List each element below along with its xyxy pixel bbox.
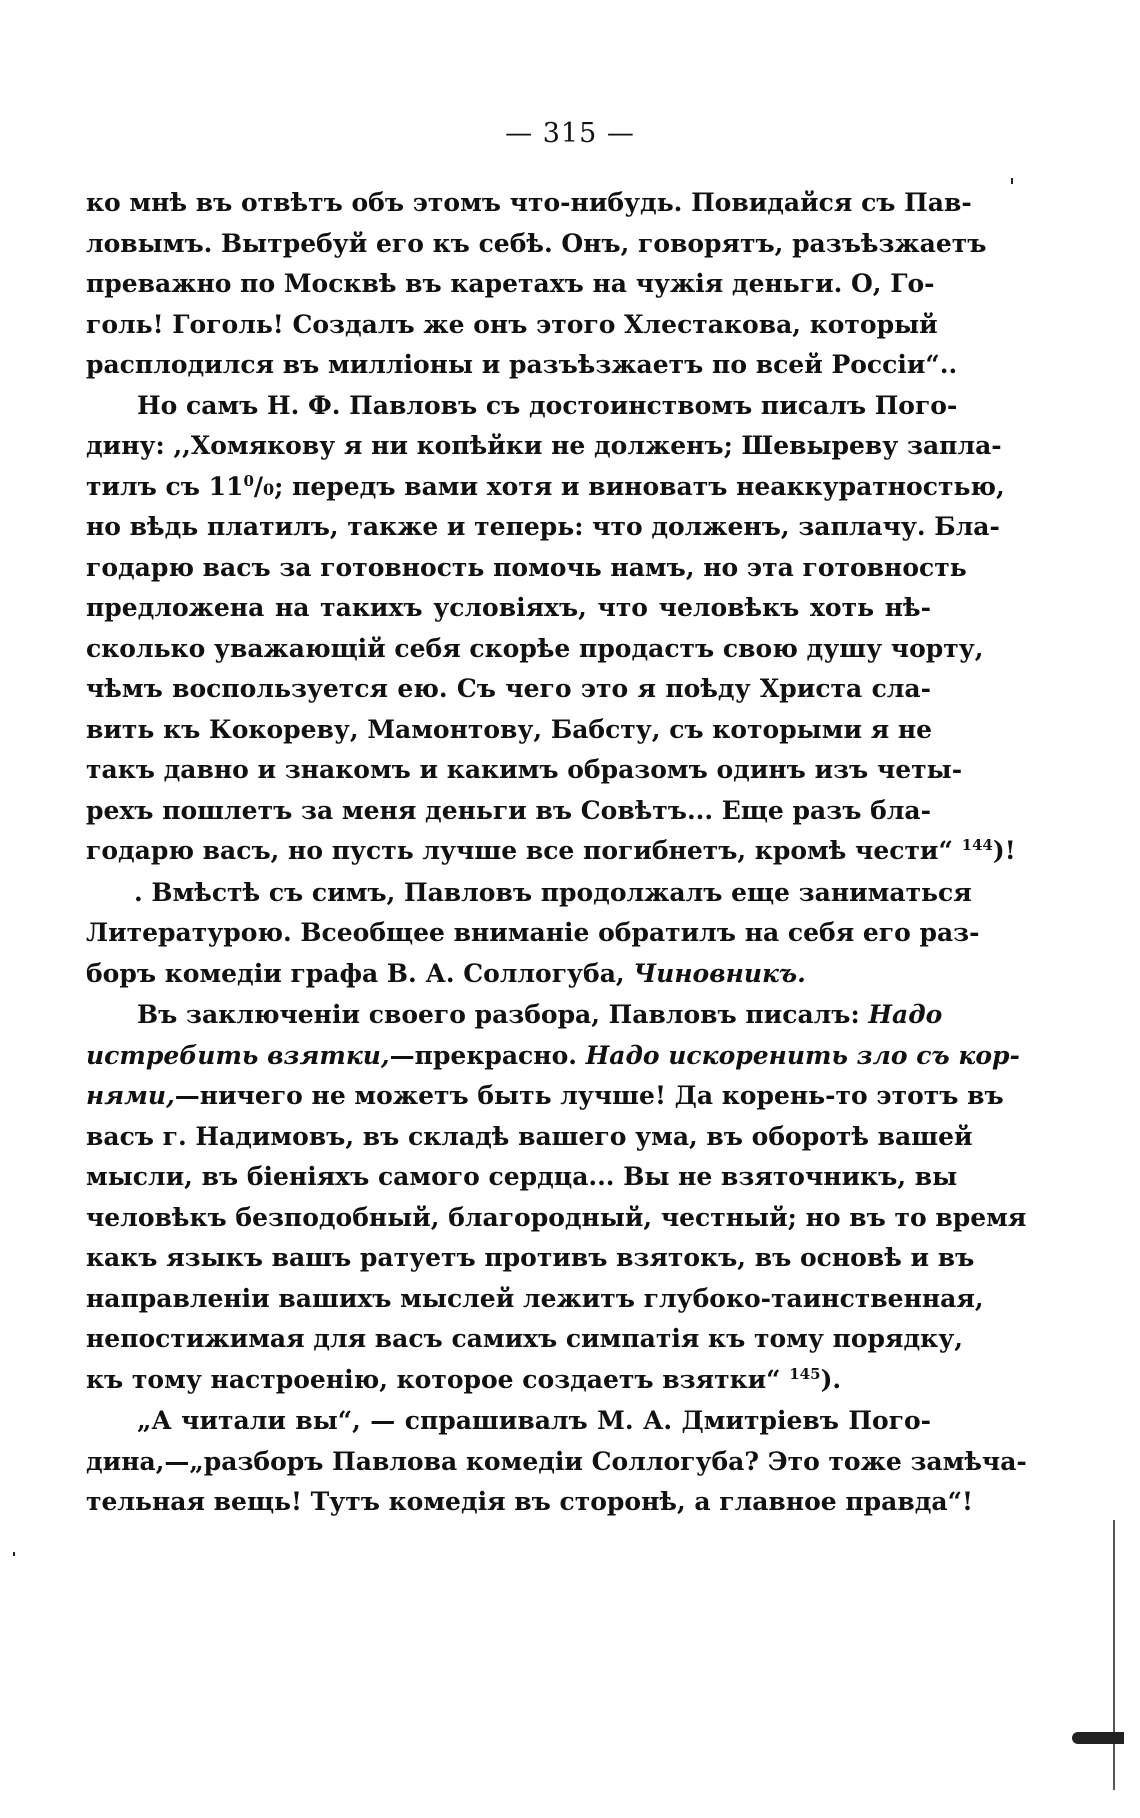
- paragraph-start-line: „А читали вы“, — спрашивалъ М. А. Дмитріевъ Пого-: [137, 1406, 931, 1435]
- text-line: сколько уважающій себя скорѣе продастъ свою душу чорту,: [86, 633, 984, 663]
- margin-blot: [1072, 1732, 1124, 1744]
- text-run: ; передъ вами хотя и виноватъ неаккуратностью,: [274, 471, 1005, 501]
- text-line: [86, 1076, 1004, 1117]
- paragraph-start-line: [86, 995, 943, 1036]
- text-line: мысли, въ біеніяхъ самого сердца... Вы не взяточникъ, вы: [86, 1162, 958, 1191]
- text-line: [86, 954, 931, 995]
- text-line: непостижимая для васъ самихъ симпатія къ тому порядку,: [86, 1324, 963, 1353]
- page-number: — 315 —: [505, 118, 635, 149]
- text-run: тилъ съ 11: [86, 471, 244, 501]
- body-text: [86, 183, 1027, 1523]
- scan-speck: [13, 1552, 15, 1556]
- text-run: —ничего не можетъ быть лучше! Да корень-то этотъ въ: [174, 1081, 1004, 1110]
- italic-run: Надо: [868, 1000, 943, 1029]
- superscript: 0: [243, 471, 254, 490]
- text-line: направленіи вашихъ мыслей лежитъ глубоко-таинственная,: [86, 1283, 984, 1313]
- footnote-ref: 144: [961, 836, 993, 854]
- text-line: человѣкъ безподобный, благородный, честный; но въ то время: [86, 1202, 1027, 1232]
- subscript: 0: [263, 479, 275, 499]
- text-line: [86, 1360, 931, 1401]
- text-line: расплодился въ милліоны и разъѣзжаетъ по всей Россіи“..: [86, 350, 958, 379]
- text-run: /: [253, 471, 264, 501]
- paragraph-start-line: Но самъ Н. Ф. Павловъ съ достоинствомъ писалъ Пого-: [137, 390, 958, 420]
- text-line: [86, 831, 1016, 872]
- text-run: Въ заключеніи своего разбора, Павловъ писалъ:: [137, 1000, 869, 1029]
- text-line: преважно по Москвѣ въ каретахъ на чужія деньги. О, Го-: [86, 269, 935, 298]
- text-line: рехъ пошлетъ за меня деньги въ Совѣтъ... Еще разъ бла-: [86, 795, 931, 825]
- italic-run: истребить взятки,: [86, 1040, 390, 1070]
- text-line: дина,—„разборъ Павлова комедіи Соллогуба? Это тоже замѣча-: [86, 1446, 1027, 1476]
- text-line: чѣмъ воспользуется ею. Съ чего это я поѣду Христа сла-: [86, 674, 931, 703]
- text-line: но вѣдь платилъ, также и теперь: что долженъ, заплачу. Бла-: [86, 512, 1000, 541]
- text-run: —прекрасно.: [389, 1040, 586, 1070]
- text-line: вить къ Кокореву, Мамонтову, Бабсту, съ которыми я не: [86, 714, 933, 744]
- text-run: къ тому настроенію, которое создаетъ взятки“: [86, 1364, 790, 1394]
- footnote-ref: 145: [789, 1364, 821, 1383]
- text-run: )!: [992, 836, 1016, 865]
- paragraph-start-line: . Вмѣстѣ съ симъ, Павловъ продолжалъ еще заниматься: [134, 877, 972, 907]
- text-line: ко мнѣ въ отвѣтъ объ этомъ что-нибудь. Повидайся съ Пав-: [86, 188, 972, 217]
- margin-rule: [1113, 1520, 1115, 1790]
- text-run: годарю васъ, но пусть лучше все погибнетъ, кромѣ чести“: [86, 836, 962, 865]
- text-line: годарю васъ за готовность помочь намъ, но эта готовность: [86, 552, 967, 582]
- text-line: [86, 1036, 1020, 1077]
- text-run: ).: [820, 1364, 842, 1394]
- text-line: [86, 467, 1005, 508]
- text-line: тельная вещь! Тутъ комедія въ сторонѣ, а главное правда“!: [86, 1487, 973, 1516]
- italic-run: Надо искоренить зло съ кор-: [585, 1040, 1020, 1070]
- text-run: боръ комедіи графа В. А. Соллогуба,: [86, 958, 634, 988]
- italic-title: Чиновникъ.: [633, 958, 806, 988]
- text-line: такъ давно и знакомъ и какимъ образомъ одинъ изъ четы-: [86, 755, 963, 784]
- italic-run: нями,: [86, 1081, 175, 1110]
- text-line: предложена на такихъ условіяхъ, что человѣкъ хоть нѣ-: [86, 593, 931, 622]
- text-line: Литературою. Всеобщее вниманіе обратилъ на себя его раз-: [86, 918, 980, 947]
- text-line: васъ г. Надимовъ, въ складѣ вашего ума, въ оборотѣ вашей: [86, 1121, 973, 1151]
- text-line: какъ языкъ вашъ ратуетъ противъ взятокъ, въ основѣ и въ: [86, 1243, 975, 1272]
- text-line: дину: ,,Хомякову я ни копѣйки не долженъ; Шевыреву запла-: [86, 431, 1002, 460]
- text-line: голь! Гоголь! Создалъ же онъ этого Хлестакова, который: [86, 309, 938, 339]
- text-line: ловымъ. Вытребуй его къ себѣ. Онъ, говорятъ, разъѣзжаетъ: [86, 228, 987, 258]
- scan-speck: [1011, 178, 1013, 184]
